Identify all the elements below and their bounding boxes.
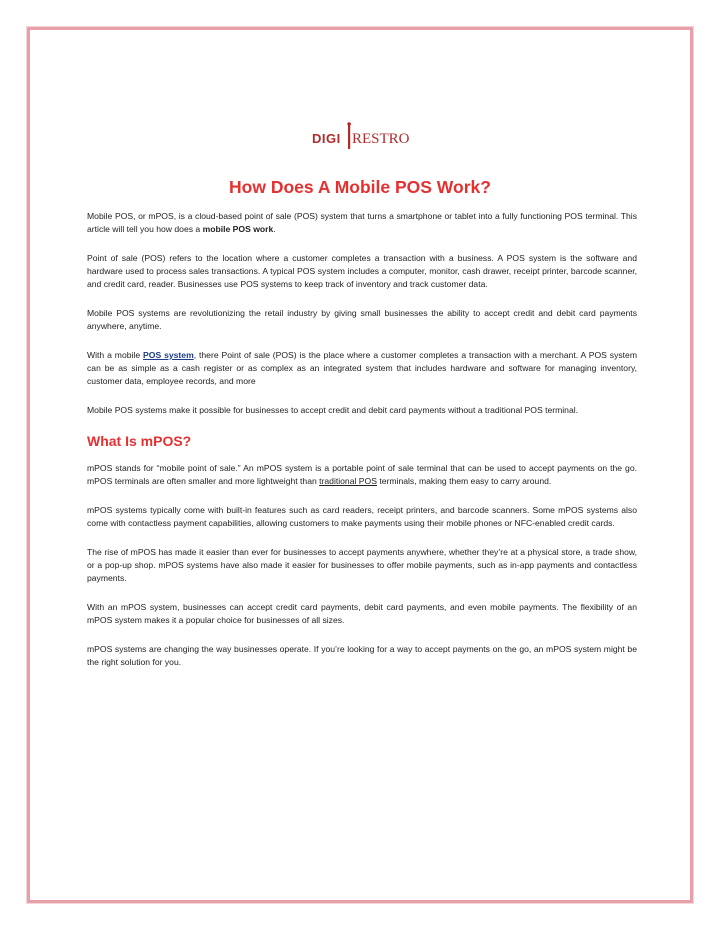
section-heading: What Is mPOS? xyxy=(87,433,192,449)
pos-system-link[interactable]: POS system xyxy=(143,350,194,360)
paragraph: mPOS systems are changing the way businesses operate. If you’re looking for a way to accept payments on the go, an mPOS system might be the right solution for you. xyxy=(87,644,637,667)
paragraph: With an mPOS system, businesses can accept credit card payments, debit card payments, and even mobile payments. The flexibility of an mPOS system makes it a popular choice for businesses of all sizes. xyxy=(87,602,637,625)
digirestro-logo xyxy=(30,121,690,151)
logo-icon xyxy=(310,121,410,151)
document-page xyxy=(27,27,693,903)
paragraph: The rise of mPOS has made it easier than ever for businesses to accept payments anywhere, whether they’re at a physical store, a trade show, or a pop-up shop. mPOS systems have also made it easier for businesses to offer mobile payments, such as in-app payments and contactless payments. xyxy=(87,547,637,583)
paragraph: Point of sale (POS) refers to the location where a customer completes a transaction with a business. A POS system is the software and hardware used to process sales transactions. A typical POS system includes a computer, monitor, cash drawer, receipt printer, barcode scanner, and credit card, reader. Businesses use POS systems to keep track of inventory and track customer data. xyxy=(87,253,637,289)
page-title: How Does A Mobile POS Work? xyxy=(229,177,491,197)
paragraph: With a mobile POS system, there Point of sale (POS) is the place where a customer completes a transaction with a merchant. A POS system can be as simple as a cash register or as complex as an integrated system that includes hardware and software for managing inventory, customer data, employee records, and more xyxy=(87,350,637,386)
bold-phrase: mobile POS work xyxy=(202,224,274,234)
logo-text-left: DIGI xyxy=(312,131,341,146)
paragraph: mPOS systems typically come with built-in features such as card readers, receipt printers, and barcode scanners. Some mPOS systems also come with contactless payment capabilities, allowing customers to make payments using their mobile phones or NFC-enabled credit cards. xyxy=(87,505,637,528)
paragraph: Mobile POS systems are revolutionizing the retail industry by giving small businesses the ability to accept credit and debit card payments anywhere, anytime. xyxy=(87,308,637,331)
traditional-pos-link[interactable]: traditional POS xyxy=(319,476,377,486)
logo-text-right: RESTRO xyxy=(352,131,410,147)
paragraph: Mobile POS, or mPOS, is a cloud-based point of sale (POS) system that turns a smartphone or tablet into a fully functioning POS terminal. This article will tell you how does a mobile POS work. xyxy=(87,211,637,234)
paragraph: Mobile POS systems make it possible for businesses to accept credit and debit card payments without a traditional POS terminal. xyxy=(87,405,579,415)
paragraph: mPOS stands for “mobile point of sale.” An mPOS system is a portable point of sale terminal that can be used to accept payments on the go. mPOS terminals are often smaller and more lightweight than traditional POS terminals, making them easy to carry around. xyxy=(87,463,637,486)
article-body xyxy=(87,210,637,685)
